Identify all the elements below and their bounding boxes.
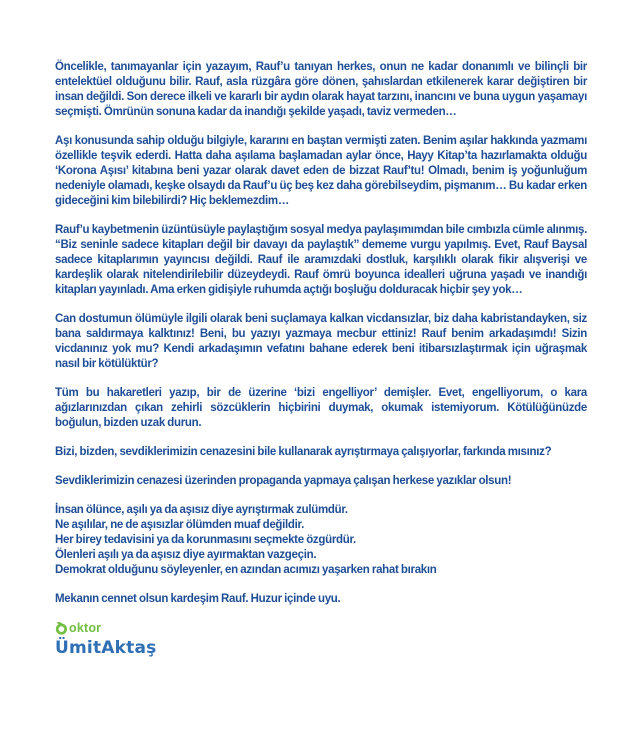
- logo-name-text: ÜmitAktaş: [55, 638, 157, 658]
- paragraph-blocking: Tüm bu hakaretleri yazıp, bir de üzerine ‘bizi engelliyor’ demişler. Evet, engelliyorum, o kara ağızlarınızdan çıkan zehirli sözcüklerin hiçbirini duymak, okumak istemiyorum. Kötülüğünüzde boğulun, bizden uzak durun.: [55, 387, 587, 429]
- creed-block: [55, 503, 587, 578]
- creed-line: Demokrat olduğunu söyleyenler, en azından acımızı yaşarken rahat bırakın: [55, 564, 437, 576]
- creed-line: Ölenleri aşılı ya da aşısız diye ayırmaktan vazgeçin.: [55, 549, 317, 561]
- paragraph-intro: Öncelikle, tanımayanlar için yazayım, Rauf’u tanıyan herkes, onun ne kadar donanımlı ve bilinçli bir entelektüel olduğunu bilir. Rauf, asla rüzgâra göre dönen, şahıslardan etkilenerek karar değiştiren bir insan değildi. Son derece ilkeli ve kararlı bir aydın olarak hayat tarzını, inancını ve buna uygun yaşamayı seçmişti. Ömrünün sonuna kadar da inandığı şekilde yaşadı, taviz vermeden…: [55, 61, 587, 118]
- creed-line: Ne aşılılar, ne de aşısızlar ölümden muaf değildir.: [55, 519, 304, 531]
- doktor-umit-aktas-logo: [55, 621, 587, 659]
- paragraph-propaganda: Sevdiklerimizin cenazesi üzerinden propaganda yapmaya çalışan herkese yazıklar olsun!: [55, 475, 512, 487]
- closing-line: Mekanın cennet olsun kardeşim Rauf. Huzur içinde uyu.: [55, 593, 341, 605]
- logo-doktor-line: [55, 621, 587, 635]
- statement-body: [55, 60, 587, 659]
- logo-doktor-text: oktor: [69, 621, 102, 635]
- paragraph-social-media: Rauf’u kaybetmenin üzüntüsüyle paylaştığım sosyal medya paylaşımımdan bile cımbızla cümle alınmış. “Biz seninle sadece kitapları değil bir davayı da paylaştık’’ dememe vurgu yapılmış. Evet, Rauf Baysal sadece kitaplarımın yayıncısı değildi. Rauf ile aramızdaki dostluk, karşılıklı olarak fikir alışverişi ve kardeşlik olarak nitelendirilebilir düzeydeydi. Rauf ömrü boyunca idealleri uğruna yaşadı ve inandığı kitapları yayınladı. Ama erken gidişiyle ruhumda açtığı boşluğu dolduracak hiçbir şey yok…: [55, 224, 587, 296]
- paragraph-division: Bizi, bizden, sevdiklerimizin cenazesini bile kullanarak ayrıştırmaya çalışıyorlar, farkında mısınız?: [55, 446, 552, 458]
- paragraph-vaccine-book: Aşı konusunda sahip olduğu bilgiyle, kararını en baştan vermişti zaten. Benim aşılar hakkında yazmamı özellikle teşvik ederdi. Hatta daha aşılama başlamadan aylar önce, Hayy Kitap’ta hazırlamakta olduğu ‘Korona Aşısı’ kitabına beni yazar olarak davet eden de bizzat Rauf’tu! Olmadı, benim iş yoğunluğum nedeniyle olamadı, keşke olsaydı da Rauf’u üç beş kez daha görebilseydim, pişmanım… Bu kadar erken gideceğini kim bilebilirdi? Hiç beklemezdim…: [55, 135, 587, 207]
- creed-line: Her birey tedavisini ya da korunmasını seçmekte özgürdür.: [55, 534, 356, 546]
- leaf-d-icon: [55, 621, 68, 635]
- creed-line: İnsan ölünce, aşılı ya da aşısız diye ayrıştırmak zulümdür.: [55, 504, 348, 516]
- paragraph-accusers: Can dostumun ölümüyle ilgili olarak beni suçlamaya kalkan vicdansızlar, biz daha kabristandayken, siz bana saldırmaya kalktınız! Beni, bu yazıyı yazmaya mecbur ettiniz! Rauf benim arkadaşımdı! Sizin vicdanınız yok mu? Kendi arkadaşımın vefatını bahane ederek beni itibarsızlaştırmak için uğraşmak nasıl bir kötülüktür?: [55, 313, 587, 370]
